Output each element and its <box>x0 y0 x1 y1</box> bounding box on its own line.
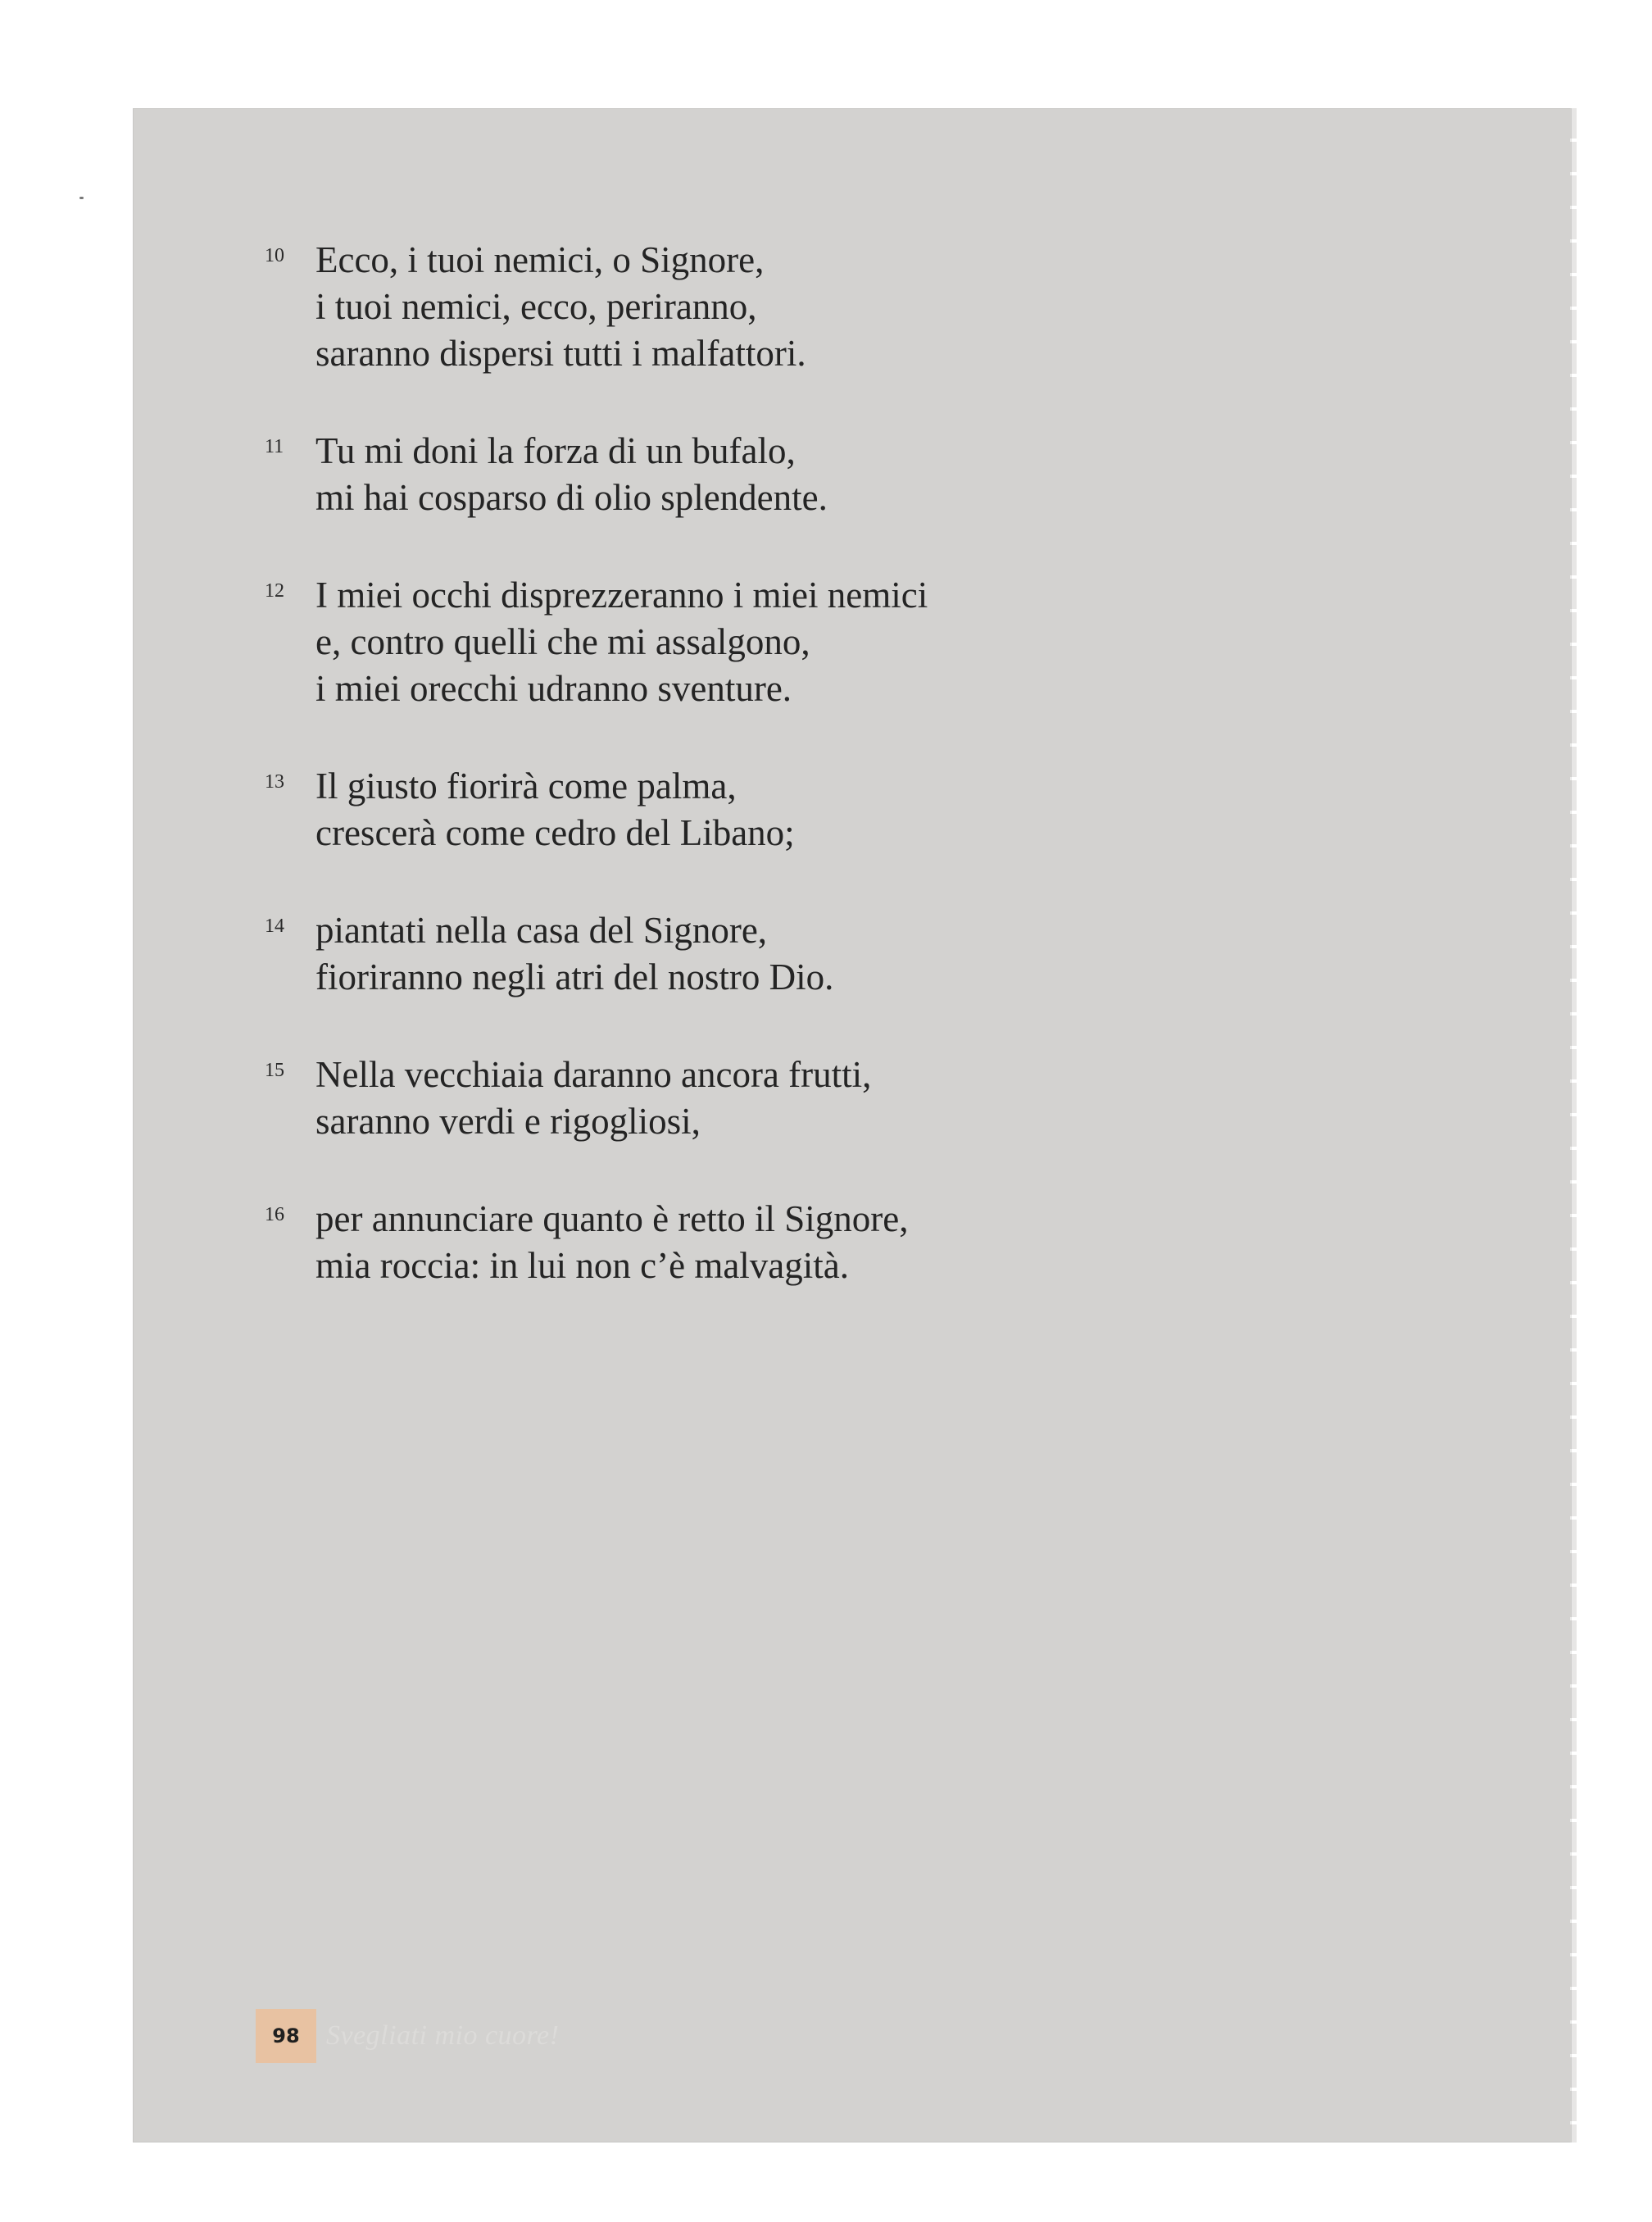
verse-line: Tu mi doni la forza di un bufalo, <box>315 430 796 471</box>
page-footer <box>256 2009 559 2063</box>
verse-line: crescerà come cedro del Libano; <box>315 812 795 853</box>
verse-number: 13 <box>265 771 284 793</box>
verse-line: per annunciare quanto è retto il Signore, <box>315 1198 909 1239</box>
verse-line: piantati nella casa del Signore, <box>315 910 768 951</box>
psalm-verses <box>265 237 1330 1340</box>
verse-block <box>265 1052 1330 1145</box>
book-title: Svegliati mio cuore! <box>326 2020 560 2051</box>
verse-number: 10 <box>265 245 284 266</box>
verse-line: i miei orecchi udranno sventure. <box>315 668 792 709</box>
verse-line: Ecco, i tuoi nemici, o Signore, <box>315 239 765 280</box>
verse-line: fioriranno negli atri del nostro Dio. <box>315 957 834 997</box>
verse-block <box>265 572 1330 712</box>
verse-line: Il giusto fiorirà come palma, <box>315 766 737 807</box>
verse-line: i tuoi nemici, ecco, periranno, <box>315 286 757 327</box>
verse-number: 16 <box>265 1204 284 1225</box>
verse-number: 12 <box>265 580 284 602</box>
verse-block <box>265 763 1330 857</box>
page-number: 98 <box>256 2009 316 2063</box>
verse-line: saranno dispersi tutti i malfattori. <box>315 333 806 374</box>
verse-number: 15 <box>265 1060 284 1081</box>
verse-number: 14 <box>265 916 284 937</box>
verse-block <box>265 907 1330 1001</box>
verse-line: Nella vecchiaia daranno ancora frutti, <box>315 1054 872 1095</box>
verse-line: mia roccia: in lui non c’è malvagità. <box>315 1245 850 1286</box>
verse-block <box>265 237 1330 377</box>
verse-line: saranno verdi e rigogliosi, <box>315 1101 701 1142</box>
verse-block <box>265 1196 1330 1289</box>
verse-block <box>265 428 1330 521</box>
verse-line: e, contro quelli che mi assalgono, <box>315 621 810 662</box>
verse-number: 11 <box>265 436 284 457</box>
scan-speck <box>79 197 84 199</box>
verse-line: I miei occhi disprezzeranno i miei nemici <box>315 575 928 616</box>
book-page <box>133 108 1572 2142</box>
verse-line: mi hai cosparso di olio splendente. <box>315 477 828 518</box>
